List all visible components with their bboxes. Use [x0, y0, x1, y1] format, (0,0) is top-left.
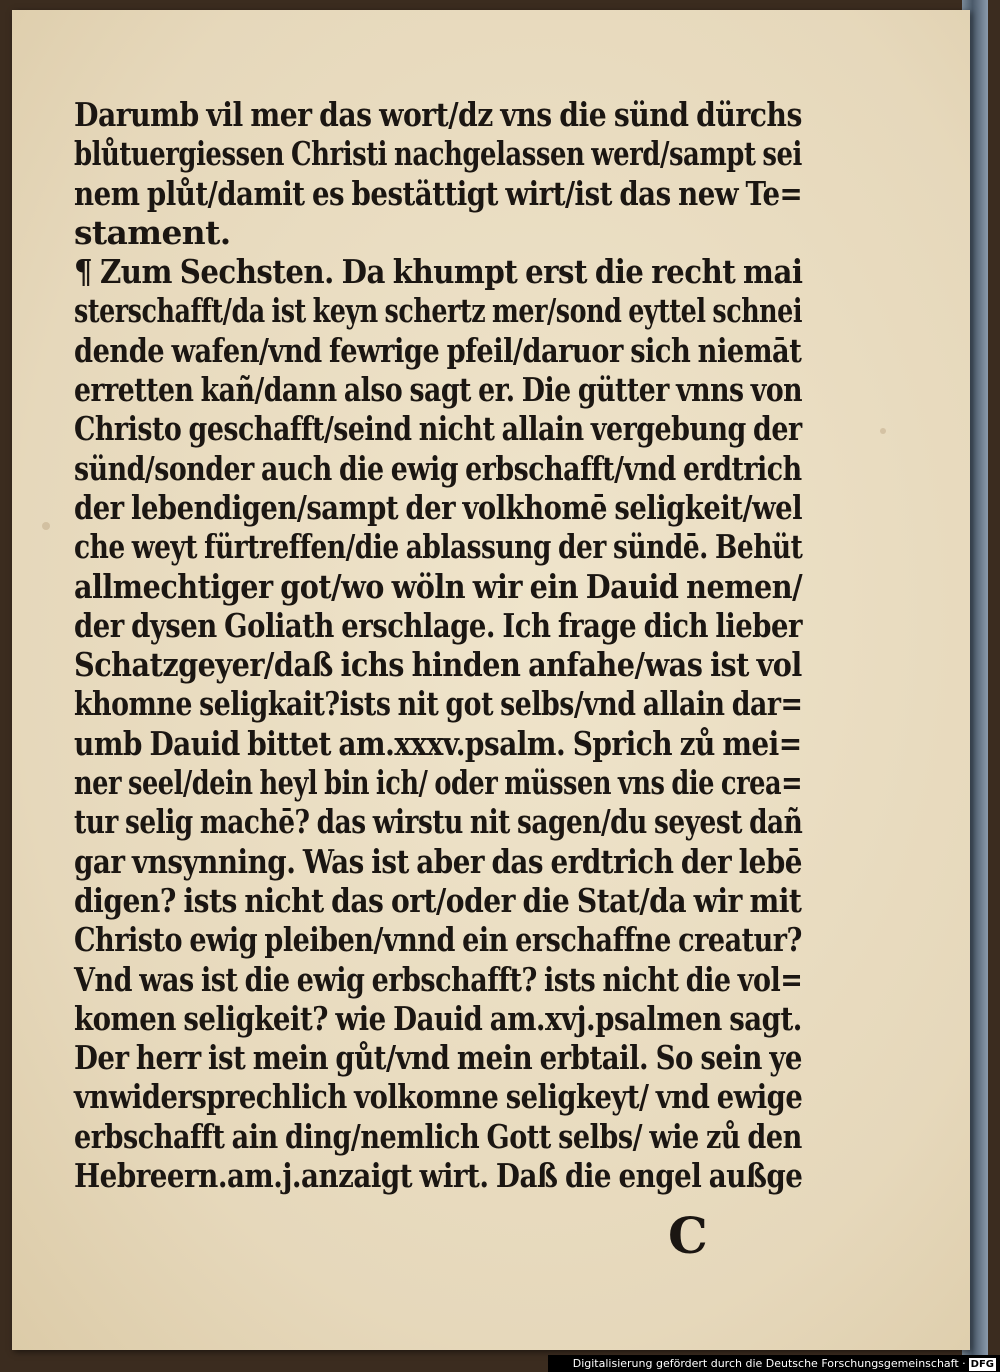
digitization-footer [548, 1355, 1000, 1372]
text-line: Vnd was ist die ewig erbschafft? ists nicht die vol= [74, 959, 803, 999]
footer-text: Digitalisierung gefördert durch die Deutsche Forschungsgemeinschaft · [572, 1357, 966, 1370]
text-line: khomne seligkait?ists nit got selbs/vnd allain dar= [74, 684, 803, 724]
text-line: blůtuergiessen Christi nachgelassen werd/sampt sei [74, 134, 802, 174]
text-line: Christo geschafft/seind nicht allain vergebung der [74, 409, 802, 449]
text-line: allmechtiger got/wo wöln wir ein Dauid nemen/ [74, 566, 803, 606]
signature-mark: C [668, 1206, 708, 1265]
text-line: sterschafft/da ist keyn schertz mer/sond eyttel schnei [74, 291, 803, 331]
text-line: sünd/sonder auch die ewig erbschafft/vnd erdtrich [74, 448, 802, 488]
text-line: der dysen Goliath erschlage. Ich frage dich lieber [74, 605, 802, 645]
text-line: Darumb vil mer das wort/dz vns die sünd dürchs [74, 95, 802, 134]
text-line: vnwidersprechlich volkomne seligkeyt/ vnd ewige [74, 1077, 803, 1117]
page-text [74, 95, 804, 1195]
text-line: komen seligkeit? wie Dauid am.xvj.psalmen sagt. [74, 998, 802, 1038]
text-line: dende wafen/vnd fewrige pfeil/daruor sich niemāt [74, 330, 802, 370]
text-line: umb Dauid bittet am.xxxv.psalm. Sprich zů mei= [74, 723, 802, 763]
paper-stain [42, 522, 50, 530]
text-line: Christo ewig pleiben/vnnd ein erschaffne creatur? [74, 920, 802, 960]
text-line: stament. [74, 212, 231, 252]
text-line: der lebendigen/sampt der volkhomē seligkeit/wel [74, 487, 803, 527]
text-line: digen? ists nicht das ort/oder die Stat/da wir mit [74, 880, 802, 920]
text-line: erretten kañ/dann also sagt er. Die gütter vnns von [74, 370, 803, 410]
text-line: ¶ Zum Sechsten. Da khumpt erst die recht mai [74, 252, 803, 292]
text-line: nem plůt/damit es bestättigt wirt/ist das new Te= [74, 173, 803, 213]
text-line: Schatzgeyer/daß ichs hinden anfahe/was ist vol [74, 645, 802, 685]
text-line: erbschafft ain ding/nemlich Gott selbs/ wie zů den [74, 1116, 802, 1156]
text-line: gar vnsynning. Was ist aber das erdtrich der lebē [74, 841, 802, 881]
text-line: Der herr ist mein gůt/vnd mein erbtail. So sein ye [74, 1038, 802, 1078]
dfg-logo: DFG [970, 1359, 994, 1370]
paper-stain [880, 428, 886, 434]
text-line: ner seel/dein heyl bin ich/ oder müssen vns die crea= [74, 763, 803, 803]
text-line: tur selig machē? das wirstu nit sagen/du seyest dañ [74, 802, 803, 842]
text-line: Hebreern.am.j.anzaigt wirt. Daß die engel außge [74, 1156, 803, 1196]
text-line: che weyt fürtreffen/die ablassung der sündē. Behüt [74, 527, 803, 567]
